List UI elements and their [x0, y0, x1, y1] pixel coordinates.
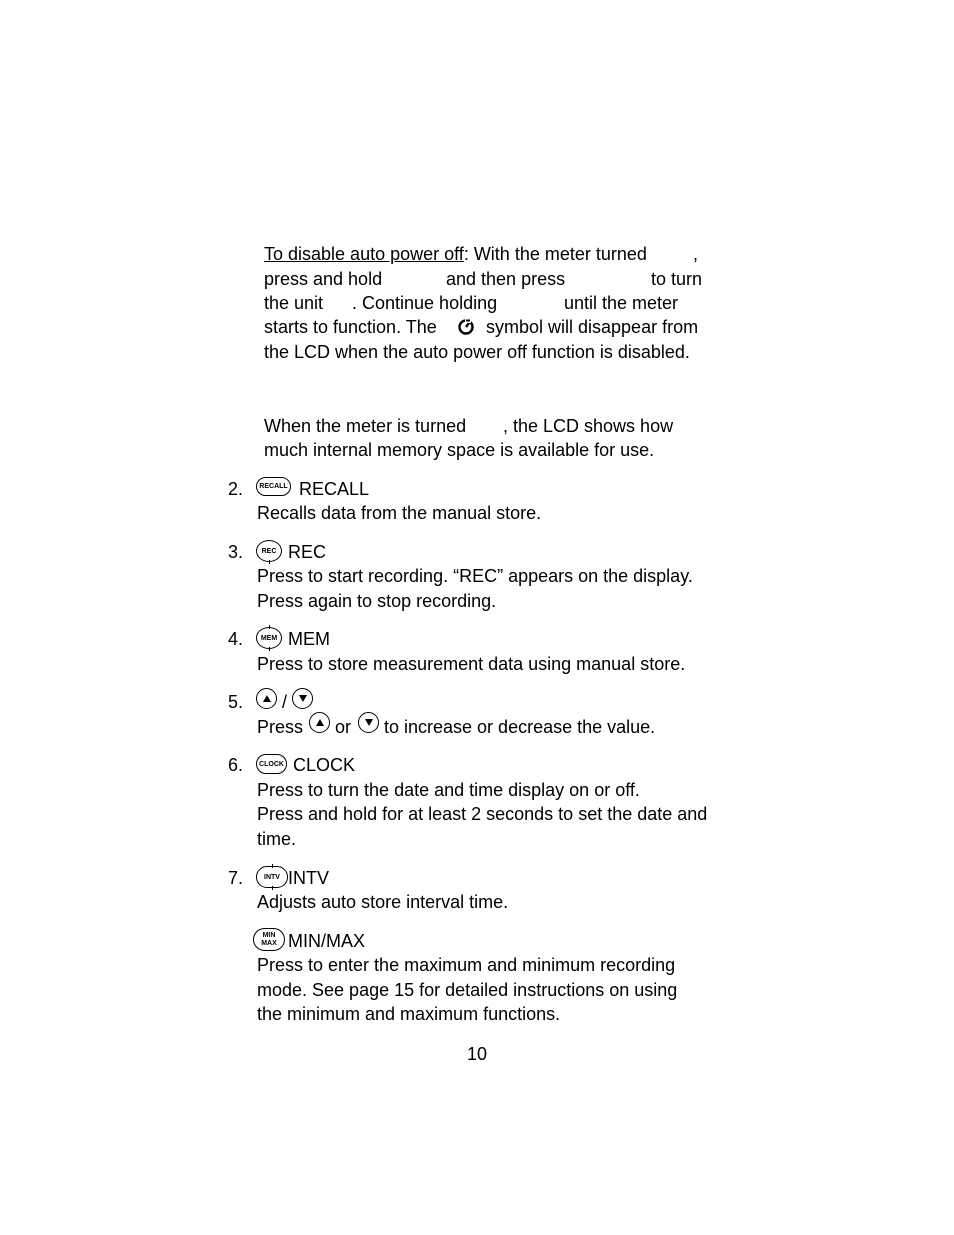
item-3-title: REC: [288, 542, 327, 562]
intv-icon-label: INTV: [264, 873, 280, 881]
auto-power-line-3b: . Continue holding: [352, 293, 498, 313]
mem-icon-label: MEM: [260, 634, 278, 642]
auto-power-off-icon: [457, 318, 475, 336]
memory-note-line-1a: When the meter is turned: [264, 416, 467, 436]
minmax-desc-3: the minimum and maximum functions.: [257, 1004, 561, 1024]
minmax-desc-2: mode. See page 15 for detailed instructions on using: [257, 980, 678, 1000]
item-3-desc-1: Press to start recording. “REC” appears on the display.: [257, 566, 693, 586]
minmax-button-icon: [253, 928, 285, 951]
item-3-desc-2: Press again to stop recording.: [257, 591, 497, 611]
item-6-desc-3: time.: [257, 829, 297, 849]
down-arrow-inline-button-icon: [358, 712, 379, 733]
rec-button-icon: [256, 540, 282, 562]
item-5-separator: /: [282, 692, 288, 712]
item-6-desc-2: Press and hold for at least 2 seconds to set the date and: [257, 804, 708, 824]
item-3-number: 3.: [228, 542, 244, 562]
up-arrow-icon: [263, 695, 271, 702]
down-arrow-icon: [299, 695, 307, 702]
item-2-title: RECALL: [299, 479, 370, 499]
auto-power-line-5: the LCD when the auto power off function is disabled.: [264, 342, 690, 362]
auto-power-line-2c: to turn: [651, 269, 703, 289]
item-5-number: 5.: [228, 692, 244, 712]
recall-button-icon: [256, 477, 291, 496]
item-6-number: 6.: [228, 755, 244, 775]
minmax-title: MIN/MAX: [288, 931, 366, 951]
auto-power-heading: To disable auto power off: [264, 244, 464, 264]
up-arrow-inline-icon: [316, 719, 324, 726]
auto-power-text: : With the meter turned: [463, 244, 647, 264]
up-arrow-inline-button-icon: [309, 712, 330, 733]
item-5-desc-rest: to increase or decrease the value.: [384, 717, 656, 737]
auto-power-line-4b: symbol will disappear from: [486, 317, 699, 337]
intv-button-icon: [256, 866, 288, 888]
item-6-desc-1: Press to turn the date and time display on or off.: [257, 780, 640, 800]
auto-power-line-3c: until the meter: [564, 293, 679, 313]
page-number: 10: [467, 1044, 488, 1064]
clock-button-icon: [256, 754, 287, 774]
item-7-title: INTV: [288, 868, 330, 888]
auto-power-comma: ,: [693, 244, 699, 264]
item-2-desc-1: Recalls data from the manual store.: [257, 503, 542, 523]
clock-icon-label: CLOCK: [259, 760, 284, 768]
item-4-desc-1: Press to store measurement data using manual store.: [257, 654, 686, 674]
item-7-number: 7.: [228, 868, 244, 888]
auto-power-line-4a: starts to function. The: [264, 317, 437, 337]
auto-power-line-2b: and then press: [446, 269, 566, 289]
up-arrow-button-icon: [256, 688, 277, 709]
auto-power-line-2a: press and hold: [264, 269, 383, 289]
item-7-desc-1: Adjusts auto store interval time.: [257, 892, 509, 912]
auto-power-line-3a: the unit: [264, 293, 324, 313]
minmax-desc-1: Press to enter the maximum and minimum recording: [257, 955, 676, 975]
item-6-title: CLOCK: [293, 755, 356, 775]
memory-note-line-2: much internal memory space is available for use.: [264, 440, 655, 460]
item-5-desc-or: or: [335, 717, 352, 737]
minmax-icon-label-min: MIN: [262, 931, 276, 939]
memory-note-line-1b: , the LCD shows how: [503, 416, 674, 436]
down-arrow-inline-icon: [365, 719, 373, 726]
rec-icon-label: REC: [261, 547, 277, 555]
item-5-desc-press: Press: [257, 717, 304, 737]
auto-power-line-1: [264, 243, 647, 265]
recall-icon-label: RECALL: [259, 483, 288, 490]
minmax-icon-label-max: MAX: [261, 939, 277, 947]
item-4-title: MEM: [288, 629, 330, 649]
item-2-number: 2.: [228, 479, 244, 499]
item-4-number: 4.: [228, 629, 244, 649]
mem-button-icon: [256, 627, 282, 649]
down-arrow-button-icon: [292, 688, 313, 709]
